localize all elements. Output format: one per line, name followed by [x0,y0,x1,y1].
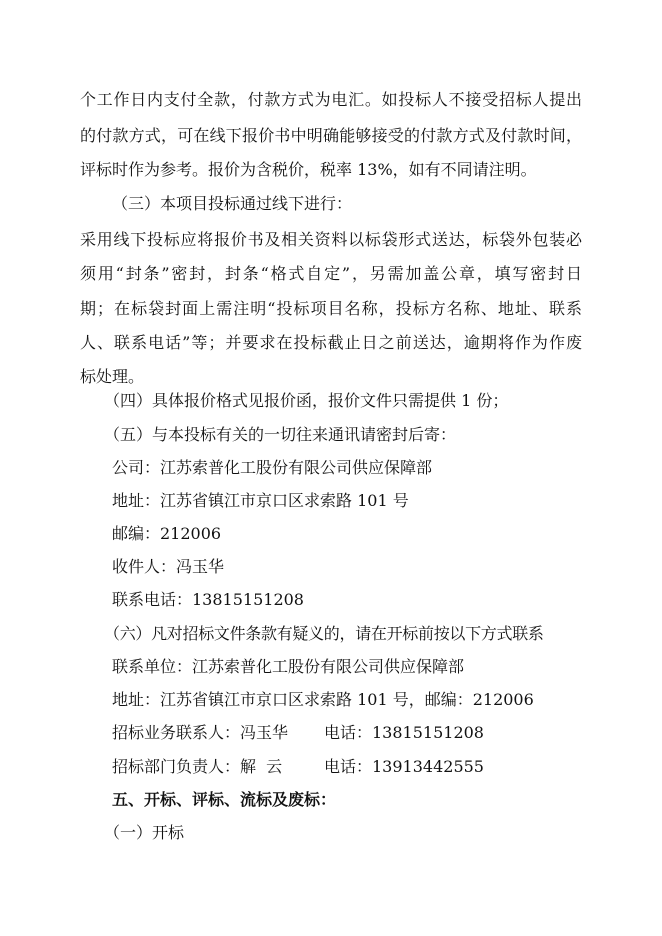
paragraph-line: 人、联系电话”等；并要求在投标截止日之前送达，逾期将作为作废 [80,333,582,352]
address: 地址：江苏省镇江市京口区求索路 101 号 [112,491,409,510]
paragraph-line: 须用“封条”密封，封条“格式自定”，另需加盖公章，填写密封日 [80,264,582,283]
contact-row-1 [112,723,484,743]
section-5: （五）与本投标有关的一切往来通讯请密封后寄： [104,425,457,444]
contact-address: 地址：江苏省镇江市京口区求索路 101 号，邮编：212006 [112,690,534,709]
contact-phone: 电话：13913442555 [324,757,484,776]
paragraph-line: 期；在标袋封面上需注明“投标项目名称，投标方名称、地址、联系 [80,299,582,318]
paragraph-line: 个工作日内支付全款，付款方式为电汇。如投标人不接受招标人提出 [80,90,582,109]
section-6: （六）凡对招标文件条款有疑义的，请在开标前按以下方式联系 [104,624,544,643]
contact-row-2 [112,757,484,777]
contact-phone: 联系电话：13815151208 [112,590,304,609]
subsection-heading: （一）开标 [104,823,185,842]
contact-unit: 联系单位：江苏索普化工股份有限公司供应保障部 [112,657,465,676]
paragraph-line: 标处理。 [80,367,145,386]
postcode: 邮编：212006 [112,524,222,543]
company: 公司：江苏索普化工股份有限公司供应保障部 [112,458,433,477]
contact-name: 招标业务联系人：冯玉华 [112,723,289,742]
section-heading-3: （三）本项目投标通过线下进行： [112,194,353,213]
paragraph-line: 的付款方式，可在线下报价书中明确能够接受的付款方式及付款时间， [80,126,582,145]
section-heading-5: 五、开标、评标、流标及废标： [112,790,337,809]
contact-phone: 电话：13815151208 [324,723,484,742]
paragraph-line: 评标时作为参考。报价为含税价，税率 13%，如有不同请注明。 [80,160,537,179]
recipient: 收件人：冯玉华 [112,557,225,576]
contact-name: 招标部门负责人：解 云 [112,757,283,776]
section-4: （四）具体报价格式见报价函，报价文件只需提供 1 份； [104,391,509,410]
paragraph-line: 采用线下投标应将报价书及相关资料以标袋形式送达，标袋外包装必 [80,230,582,249]
